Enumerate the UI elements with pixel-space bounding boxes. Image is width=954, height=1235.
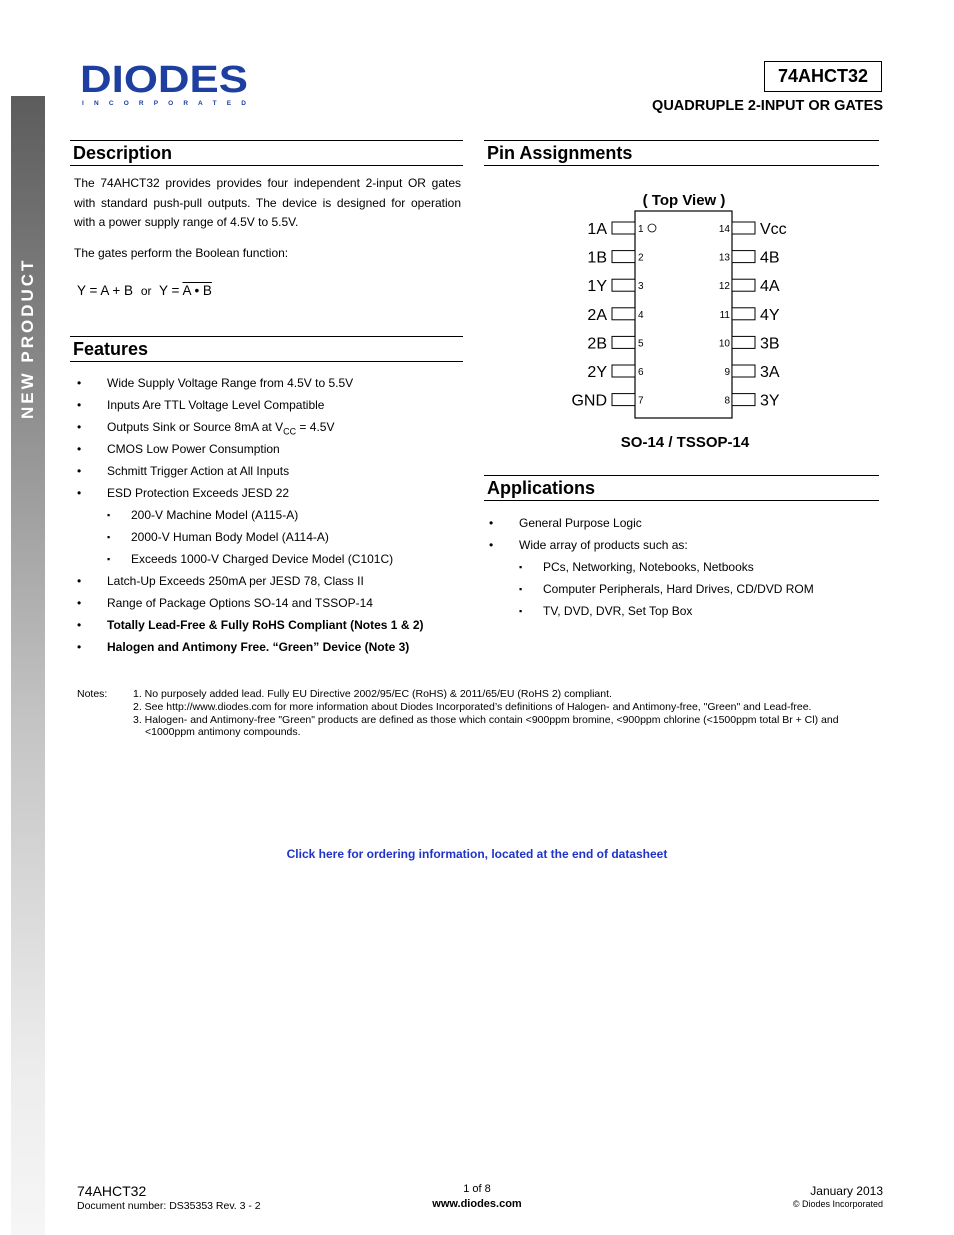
pin-assignments-heading: Pin Assignments: [484, 140, 879, 166]
square-bullet-icon: ▪: [519, 562, 523, 572]
feature-item-text: ESD Protection Exceeds JESD 22: [107, 486, 290, 500]
square-bullet-icon: ▪: [107, 510, 111, 520]
note-item: 3. Halogen- and Antimony-free "Green" products are defined as those which contain <900ppm bromine, <900ppm chlorine (<1500ppm total Br + Cl) and <1000ppm antimony compounds.: [133, 713, 839, 739]
right-pin-lead: [732, 251, 755, 263]
formula-nand-rhs: A • B: [182, 283, 212, 298]
square-bullet-icon: ▪: [107, 532, 111, 542]
bullet-icon: •: [77, 420, 82, 434]
right-pin-name: Vcc: [760, 221, 787, 238]
feature-item-text: Inputs Are TTL Voltage Level Compatible: [107, 398, 325, 412]
feature-item: [77, 526, 467, 548]
right-pin-name: 4A: [760, 278, 780, 296]
footer-document-number: Document number: DS35353 Rev. 3 - 2: [77, 1200, 261, 1212]
boolean-intro: The gates perform the Boolean function:: [74, 246, 289, 260]
applications-list: [489, 512, 879, 622]
new-product-label: [18, 385, 38, 419]
application-item: [489, 578, 879, 600]
formula-nand-lhs: Y =: [159, 283, 180, 298]
right-pin-name: 3A: [760, 364, 780, 381]
features-list: [77, 372, 467, 658]
application-item: [489, 512, 879, 534]
ic-body: [635, 211, 732, 418]
left-pin-lead: [612, 279, 635, 291]
feature-item: [77, 570, 467, 592]
square-bullet-icon: ▪: [519, 606, 523, 616]
feature-item: [77, 394, 467, 416]
description-paragraph: The 74AHCT32 provides provides four independent 2-input OR gates with standard push-pull outputs. The device is designed for operation with a power supply range of 4.5V to 5.5V.: [74, 176, 461, 229]
feature-item: [77, 372, 467, 394]
formula-or-expression: Y = A + B: [77, 283, 134, 298]
feature-item: [77, 460, 467, 482]
footer-copyright: © Diodes Incorporated: [792, 1199, 883, 1209]
formula-or-word: or: [140, 284, 152, 298]
feature-item: [77, 416, 467, 438]
feature-item-text: Wide Supply Voltage Range from 4.5V to 5.5V: [107, 376, 354, 390]
feature-item-text: Outputs Sink or Source 8mA at $V_{CC} = 4.5V$: [107, 420, 335, 437]
notes-list: [133, 688, 873, 739]
right-pin-lead: [732, 279, 755, 291]
features-heading: Features: [70, 336, 463, 362]
left-pin-name: GND: [571, 392, 607, 410]
bullet-icon: •: [77, 442, 82, 456]
right-pin-number: 9: [724, 367, 730, 378]
square-bullet-icon: ▪: [107, 554, 111, 564]
left-pin-name: 1A: [587, 221, 607, 238]
application-item-text: Wide array of products such as:: [519, 538, 688, 552]
feature-item-text: 200-V Machine Model (A115-A): [131, 508, 299, 522]
footer-date: January 2013: [810, 1184, 883, 1198]
left-pin-lead: [612, 251, 635, 263]
boolean-formula: [77, 283, 212, 298]
top-view-label: ( Top View ): [642, 192, 726, 209]
note-item: 1. No purposely added lead. Fully EU Directive 2002/95/EC (RoHS) & 2011/65/EU (RoHS 2) compliant.: [133, 688, 612, 700]
description-heading: Description: [70, 140, 463, 166]
feature-item-text: Range of Package Options SO-14 and TSSOP-14: [107, 596, 373, 610]
left-pin-lead: [612, 308, 635, 320]
applications-heading: Applications: [484, 475, 879, 501]
square-bullet-icon: ▪: [519, 584, 523, 594]
bullet-icon: •: [77, 618, 82, 632]
application-item-text: TV, DVD, DVR, Set Top Box: [543, 604, 693, 618]
right-pin-number: 10: [718, 338, 730, 350]
left-pin-lead: [612, 222, 635, 234]
feature-item: [77, 482, 467, 504]
right-pin-number: 14: [718, 224, 730, 235]
right-pin-number: 11: [719, 309, 730, 321]
package-name: SO-14 / TSSOP-14: [620, 434, 750, 451]
left-pin-number: 4: [638, 309, 644, 321]
right-pin-name: 3B: [760, 335, 780, 353]
feature-item: [77, 636, 467, 658]
document-subtitle: QUADRUPLE 2-INPUT OR GATES: [652, 98, 883, 114]
footer-page-number: 1 of 8: [463, 1183, 491, 1195]
application-item: [489, 534, 879, 556]
left-pin-name: 2A: [587, 306, 607, 324]
right-pin-name: 3Y: [760, 392, 780, 410]
feature-item: [77, 438, 467, 460]
right-pin-name: 4B: [760, 249, 780, 267]
right-pin-lead: [732, 336, 755, 348]
right-pin-number: 13: [718, 252, 730, 264]
feature-item: [77, 548, 467, 570]
bullet-icon: •: [489, 538, 494, 552]
right-pin-lead: [732, 222, 755, 234]
left-pin-name: 1Y: [587, 278, 607, 296]
bullet-icon: •: [77, 596, 82, 610]
right-pin-number: 8: [724, 395, 730, 407]
left-pin-number: 3: [638, 281, 644, 293]
left-pin-lead: [612, 336, 635, 348]
bullet-icon: •: [77, 464, 82, 478]
left-pin-number: 1: [638, 224, 644, 235]
pin-diagram: [560, 186, 810, 426]
notes-label: Notes:: [77, 688, 108, 700]
logo-wordmark: DIODES: [80, 60, 248, 101]
bullet-icon: •: [77, 574, 82, 588]
left-pin-number: 6: [638, 367, 644, 378]
diodes-logo: [80, 60, 256, 106]
application-item: [489, 556, 879, 578]
feature-item: [77, 614, 467, 636]
application-item-text: General Purpose Logic: [519, 516, 642, 530]
right-pin-name: 4Y: [760, 306, 780, 324]
note-item: 2. See http://www.diodes.com for more information about Diodes Incorporated’s definitions of Halogen- and Antimony-free, "Green" and Lead-free.: [133, 700, 812, 713]
feature-item-text: 2000-V Human Body Model (A114-A): [131, 530, 329, 544]
application-item-text: PCs, Networking, Notebooks, Netbooks: [543, 560, 754, 574]
left-pin-lead: [612, 365, 635, 377]
feature-item-text: Halogen and Antimony Free. “Green” Device (Note 3): [107, 640, 410, 654]
ordering-info-link[interactable]: Click here for ordering information, located at the end of datasheet: [286, 847, 668, 861]
application-item: [489, 600, 879, 622]
footer-website-link[interactable]: www.diodes.com: [432, 1198, 522, 1210]
footer-part-number: 74AHCT32: [77, 1183, 147, 1199]
feature-item-text: Schmitt Trigger Action at All Inputs: [107, 464, 290, 478]
bullet-icon: •: [489, 516, 494, 530]
bullet-icon: •: [77, 398, 82, 412]
left-pin-lead: [612, 394, 635, 406]
feature-item-text: CMOS Low Power Consumption: [107, 442, 280, 456]
bullet-icon: •: [77, 640, 82, 654]
left-pin-name: 1B: [587, 249, 607, 267]
feature-item: [77, 592, 467, 614]
bullet-icon: •: [77, 376, 82, 390]
feature-item-text: Totally Lead-Free & Fully RoHS Compliant (Notes 1 & 2): [107, 618, 424, 632]
right-pin-lead: [732, 308, 755, 320]
part-number-box: 74AHCT32: [764, 61, 882, 92]
left-pin-name: 2B: [587, 335, 607, 353]
left-pin-name: 2Y: [587, 364, 607, 381]
right-pin-lead: [732, 394, 755, 406]
right-pin-number: 12: [718, 281, 730, 293]
left-pin-number: 2: [638, 252, 644, 264]
bullet-icon: •: [77, 486, 82, 500]
feature-item-text: Exceeds 1000-V Charged Device Model (C101C): [131, 552, 394, 566]
right-pin-lead: [732, 365, 755, 377]
application-item-text: Computer Peripherals, Hard Drives, CD/DVD ROM: [543, 582, 814, 596]
logo-subtext: I N C O R P O R A T E D: [82, 100, 246, 106]
feature-item-text: Latch-Up Exceeds 250mA per JESD 78, Class II: [107, 574, 364, 588]
left-pin-number: 5: [638, 338, 644, 350]
left-pin-number: 7: [638, 395, 644, 407]
feature-item: [77, 504, 467, 526]
